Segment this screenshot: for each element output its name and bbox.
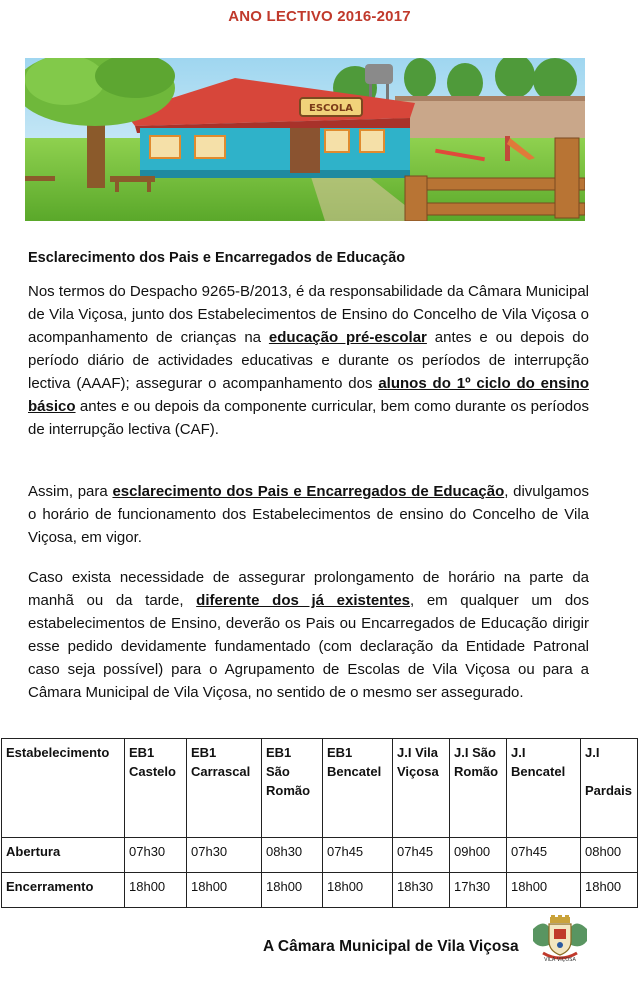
table-cell: 17h30 [450, 873, 507, 908]
svg-text:VILA VIÇOSA: VILA VIÇOSA [544, 957, 576, 963]
header-column: EB1 Castelo [125, 739, 187, 838]
table-cell: 08h30 [262, 838, 323, 873]
table-cell: 18h30 [393, 873, 450, 908]
header-column: J.I Pardais [581, 739, 638, 838]
table-header-row [2, 739, 638, 838]
table-cell: 18h00 [507, 873, 581, 908]
table-cell: 18h00 [262, 873, 323, 908]
table-cell: 18h00 [323, 873, 393, 908]
table-cell: 09h00 [450, 838, 507, 873]
table-cell: 07h45 [393, 838, 450, 873]
signature-footer: A Câmara Municipal de Vila Viçosa [263, 938, 519, 955]
section-heading: Esclarecimento dos Pais e Encarregados de Educação [28, 250, 406, 266]
table-cell: 18h00 [187, 873, 262, 908]
row-label: Abertura [2, 838, 125, 873]
header-establishment: Estabelecimento [2, 739, 125, 838]
municipal-crest-icon [529, 915, 591, 968]
table-cell: 07h30 [187, 838, 262, 873]
row-label: Encerramento [2, 873, 125, 908]
table-cell: 08h00 [581, 838, 638, 873]
paragraph-extension-request: Caso exista necessidade de assegurar prolongamento de horário na parte da manhã ou da tarde, diferente dos já existentes, em qualquer um dos estabelecimentos de Ensino, deverão os Pais ou Encarregados de Educação dirigir esse pedido devidamente fundamentado (com declaração da Entidade Patronal caso seja possível) para o Agrupamento de Escolas de Vila Viçosa ou para a Câmara Municipal de Vila Viçosa, no sentido de o mesmo ser assegurado. [28, 569, 590, 701]
header-column: EB1 Carrascal [187, 739, 262, 838]
table-row [2, 873, 638, 908]
header-column: EB1 São Romão [262, 739, 323, 838]
highlight-different-hours: diferente dos já existentes [196, 592, 411, 609]
paragraph-schedule-notice: Assim, para esclarecimento dos Pais e Encarregados de Educação, divulgamos o horário de funcionamento dos Estabelecimentos de ensino do Concelho de Vila Viçosa, em vigor. [28, 483, 589, 546]
header-column: J.I Vila Viçosa [393, 739, 450, 838]
table-cell: 18h00 [581, 873, 638, 908]
schedule-table [1, 738, 638, 908]
svg-text:ESCOLA: ESCOLA [309, 103, 353, 114]
table-cell: 18h00 [125, 873, 187, 908]
page-title: ANO LECTIVO 2016-2017 [228, 8, 411, 25]
table-cell: 07h45 [507, 838, 581, 873]
table-row [2, 838, 638, 873]
header-column: J.I São Romão [450, 739, 507, 838]
school-banner-illustration [25, 58, 585, 221]
header-column: EB1 Bencatel [323, 739, 393, 838]
table-cell: 07h30 [125, 838, 187, 873]
highlight-basic-education: alunos do 1º ciclo do ensino básico [28, 375, 589, 415]
header-column: J.I Bencatel [507, 739, 581, 838]
table-cell: 07h45 [323, 838, 393, 873]
highlight-preschool: educação pré-escolar [268, 329, 427, 346]
paragraph-responsibility: Nos termos do Despacho 9265-B/2013, é da responsabilidade da Câmara Municipal de Vila Viçosa, junto dos Estabelecimentos de Ensino do Concelho de Vila Viçosa o acompanhamento de crianças na educação pré-escolar antes e ou depois do período diário de actividades educativas e durante os períodos de interrupção lectiva (AAAF); assegurar o acompanhamento dos alunos do 1º ciclo do ensino básico antes e ou depois da componente curricular, bem como durante os períodos de interrupção lectiva (CAF). [28, 283, 589, 438]
highlight-clarification: esclarecimento dos Pais e Encarregados de Educação [112, 483, 505, 500]
